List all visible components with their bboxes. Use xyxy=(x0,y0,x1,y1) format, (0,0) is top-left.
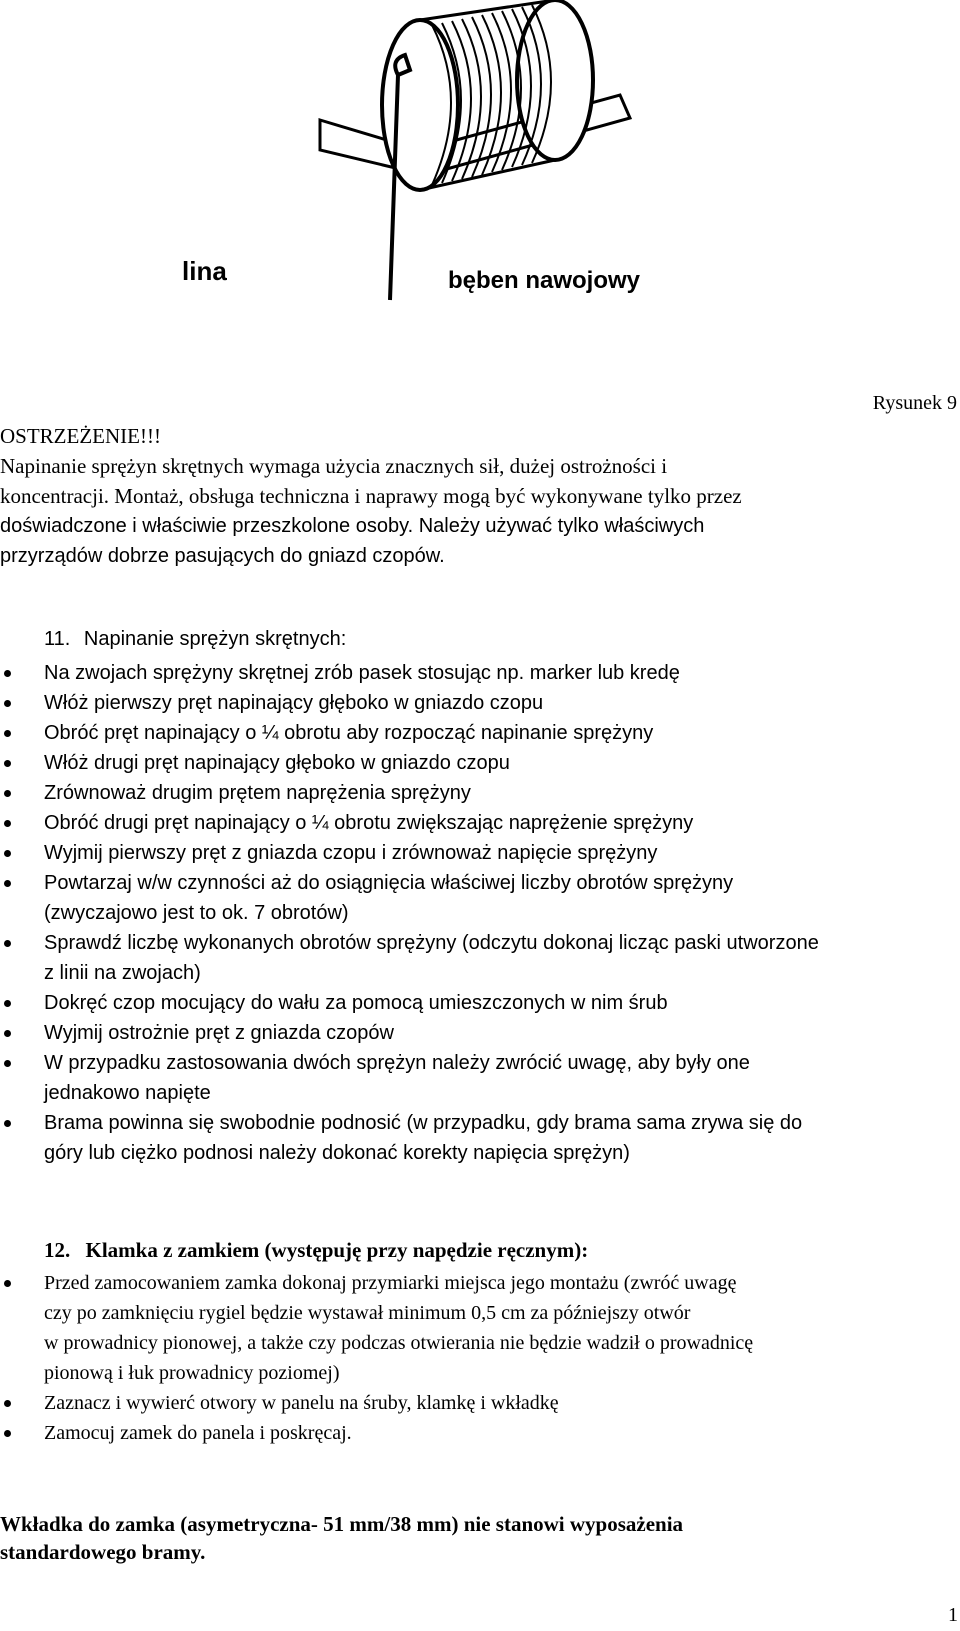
list-item-line: Zamocuj zamek do panela i poskręcaj. xyxy=(44,1422,352,1444)
label-line: lina xyxy=(182,256,227,286)
list-item-line: Brama powinna się swobodnie podnosić (w przypadku, gdy brama sama zrywa się do xyxy=(44,1112,803,1134)
warning-line: doświadczone i właściwie przeszkolone osoby. Należy używać tylko właściwych xyxy=(0,515,705,537)
list-item-line: jednakowo napięte xyxy=(44,1082,211,1104)
list-item-line: czy po zamknięciu rygiel będzie wystawał minimum 0,5 cm za późniejszy otwór xyxy=(44,1302,691,1324)
list-item xyxy=(0,1108,960,1168)
section-12-heading xyxy=(44,1238,588,1263)
list-item-line: W przypadku zastosowania dwóch sprężyn należy zwrócić uwagę, aby były one xyxy=(44,1052,750,1074)
list-item-line: w prowadnicy pionowej, a także czy podczas otwierania nie będzie wadził o prowadnicę xyxy=(44,1332,754,1354)
page-number: 1 xyxy=(948,1604,958,1626)
warning-line: Napinanie sprężyn skrętnych wymaga użycia znacznych sił, dużej ostrożności i xyxy=(0,454,668,478)
list-item-line: Zaznacz i wywierć otwory w panelu na śruby, klamkę i wkładkę xyxy=(44,1392,559,1414)
section-11-heading xyxy=(44,628,346,651)
list-item-line: góry lub ciężko podnosi należy dokonać korekty napięcia sprężyn) xyxy=(44,1142,630,1164)
list-item xyxy=(0,778,960,808)
list-item xyxy=(0,718,960,748)
list-item xyxy=(0,1018,960,1048)
list-item-line: Przed zamocowaniem zamka dokonaj przymiarki miejsca jego montażu (zwróć uwagę xyxy=(44,1272,737,1294)
section-11-list xyxy=(0,658,960,1168)
list-item xyxy=(0,1268,960,1388)
drum-illustration xyxy=(170,0,770,305)
list-item xyxy=(0,658,960,688)
list-item xyxy=(0,988,960,1018)
warning-title: OSTRZEŻENIE!!! xyxy=(0,424,161,448)
warning-block xyxy=(0,421,960,571)
list-item-line: Włóż drugi pręt napinający głęboko w gniazdo czopu xyxy=(44,752,510,774)
list-item-line: Obróć pręt napinający o ¼ obrotu aby rozpocząć napinanie sprężyny xyxy=(44,722,654,744)
footer-note-line: Wkładka do zamka (asymetryczna- 51 mm/38 mm) nie stanowi wyposażenia xyxy=(0,1512,684,1536)
section-title: Klamka z zamkiem (występuję przy napędzie ręcznym): xyxy=(85,1238,589,1262)
warning-line: przyrządów dobrze pasujących do gniazd czopów. xyxy=(0,545,445,567)
warning-line: koncentracji. Montaż, obsługa techniczna i naprawy mogą być wykonywane tylko przez xyxy=(0,484,742,508)
list-item xyxy=(0,1418,960,1448)
list-item-line: Zrównoważ drugim prętem naprężenia sprężyny xyxy=(44,782,471,804)
list-item-line: Obróć drugi pręt napinający o ¼ obrotu zwiększając naprężenie sprężyny xyxy=(44,812,694,834)
list-item-line: Sprawdź liczbę wykonanych obrotów sprężyny (odczytu dokonaj licząc paski utworzone xyxy=(44,932,819,954)
list-item xyxy=(0,1388,960,1418)
list-item xyxy=(0,1048,960,1108)
spring-drum-figure xyxy=(170,0,770,305)
list-item xyxy=(0,688,960,718)
list-item-line: Włóż pierwszy pręt napinający głęboko w gniazdo czopu xyxy=(44,692,544,714)
list-item-line: pionową i łuk prowadnicy poziomej) xyxy=(44,1362,340,1384)
section-number: 11. xyxy=(44,628,71,650)
figure-caption: Rysunek 9 xyxy=(872,392,957,414)
section-12-list xyxy=(0,1268,960,1448)
list-item-line: Na zwojach sprężyny skrętnej zrób pasek stosując np. marker lub kredę xyxy=(44,662,680,684)
list-item-line: (zwyczajowo jest to ok. 7 obrotów) xyxy=(44,902,349,924)
list-item xyxy=(0,868,960,928)
list-item-line: Wyjmij ostrożnie pręt z gniazda czopów xyxy=(44,1022,394,1044)
list-item xyxy=(0,838,960,868)
list-item xyxy=(0,928,960,988)
list-item-line: Powtarzaj w/w czynności aż do osiągnięcia właściwej liczby obrotów sprężyny xyxy=(44,872,734,894)
list-item-line: z linii na zwojach) xyxy=(44,962,201,984)
list-item-line: Dokręć czop mocujący do wału za pomocą umieszczonych w nim śrub xyxy=(44,992,668,1014)
section-title: Napinanie sprężyn skrętnych: xyxy=(83,628,347,650)
list-item xyxy=(0,748,960,778)
list-item-line: Wyjmij pierwszy pręt z gniazda czopu i zrównoważ napięcie sprężyny xyxy=(44,842,658,864)
section-number: 12. xyxy=(44,1238,71,1262)
label-drum: bęben nawojowy xyxy=(448,267,641,294)
footer-note xyxy=(0,1510,960,1566)
drum-flange-back xyxy=(517,0,593,160)
footer-note-line: standardowego bramy. xyxy=(0,1540,206,1564)
list-item xyxy=(0,808,960,838)
